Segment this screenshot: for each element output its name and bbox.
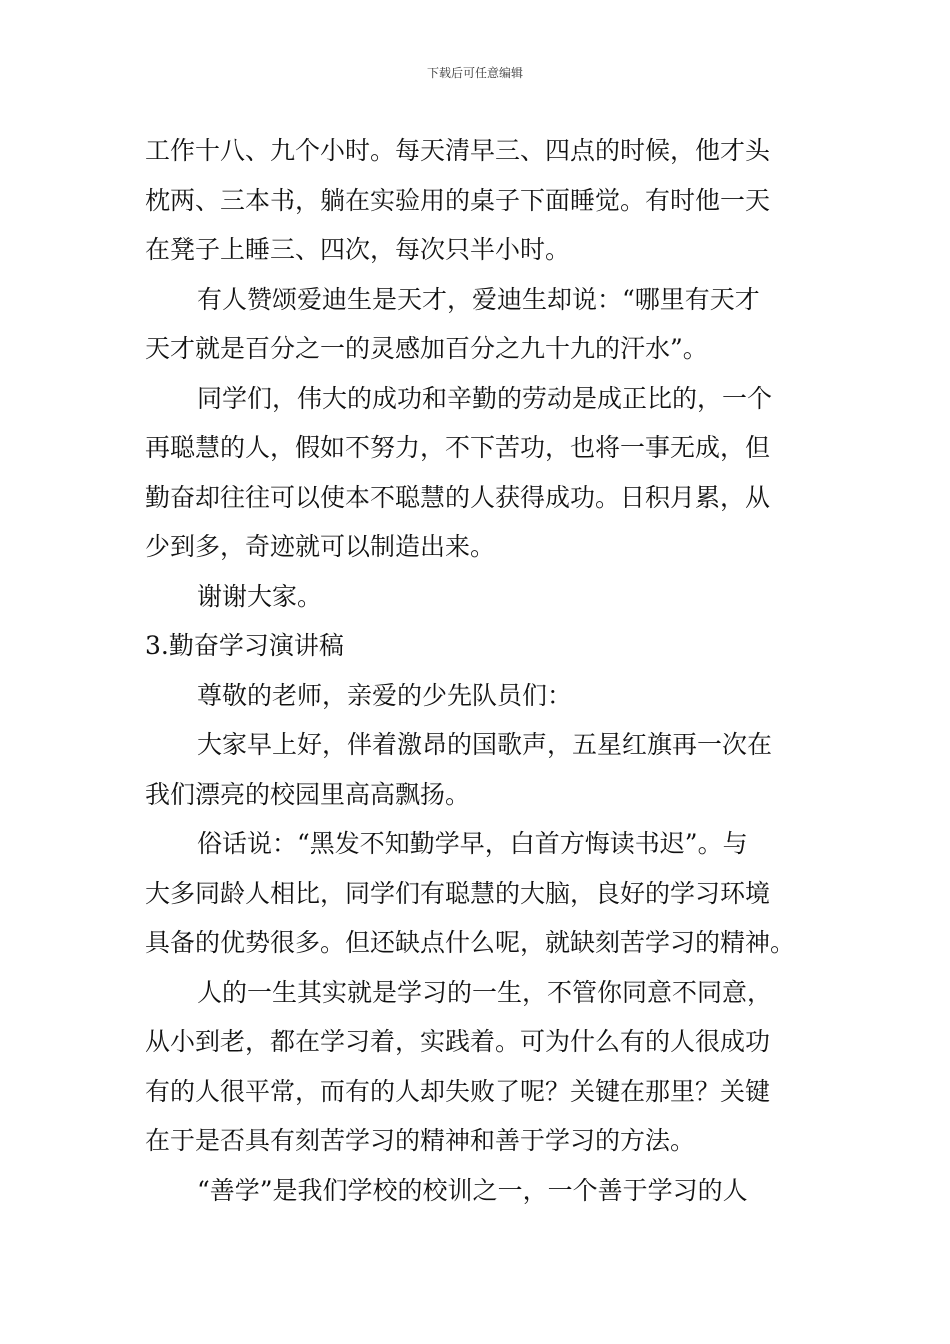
text-line: 勤奋却往往可以使本不聪慧的人获得成功。日积月累，从	[145, 482, 771, 512]
section-heading: 3.勤奋学习演讲稿	[145, 631, 344, 660]
text-line: 天才就是百分之一的灵感加百分之九十九的汗水”。	[145, 334, 708, 363]
text-line: 再聪慧的人，假如不努力，不下苦功，也将一事无成，但	[145, 433, 771, 462]
text-line: 具备的优势很多。但还缺点什么呢，就缺刻苦学习的精神。	[145, 928, 796, 957]
paragraph-start: 人的一生其实就是学习的一生，不管你同意不同意，	[197, 977, 773, 1007]
document-body	[145, 126, 810, 1215]
salutation: 尊敬的老师，亲爱的少先队员们：	[197, 680, 573, 710]
text-line: 从小到老，都在学习着，实践着。可为什么有的人很成功	[145, 1027, 771, 1056]
page-header: 下载后可任意编辑	[426, 66, 523, 80]
text-line: 在于是否具有刻苦学习的精神和善于学习的方法。	[145, 1126, 696, 1155]
text-line: 少到多，奇迹就可以制造出来。	[145, 532, 496, 561]
text-line: 大多同龄人相比，同学们有聪慧的大脑，良好的学习环境	[145, 878, 771, 908]
text-line: 有的人很平常，而有的人却失败了呢？关键在那里？关键	[145, 1076, 771, 1106]
paragraph-start: 俗话说：“黑发不知勤学早，白首方悔读书迟”。与	[197, 829, 748, 858]
text-line: 在凳子上睡三、四次，每次只半小时。	[145, 235, 571, 264]
text-line: 我们漂亮的校园里高高飘扬。	[145, 779, 471, 809]
text-line: 枕两、三本书，躺在实验用的桌子下面睡觉。有时他一天	[145, 185, 771, 215]
text-line: 工作十八、九个小时。每天清早三、四点的时候，他才头	[145, 136, 771, 165]
paragraph-start: 同学们，伟大的成功和辛勤的劳动是成正比的，一个	[197, 383, 773, 413]
paragraph-start: 谢谢大家。	[197, 581, 323, 611]
paragraph-start: 大家早上好，伴着激昂的国歌声，五星红旗再一次在	[197, 730, 773, 759]
paragraph-start: “善学”是我们学校的校训之一，一个善于学习的人	[197, 1175, 748, 1205]
paragraph-start: 有人赞颂爱迪生是天才，爱迪生却说：“哪里有天才	[197, 284, 760, 314]
